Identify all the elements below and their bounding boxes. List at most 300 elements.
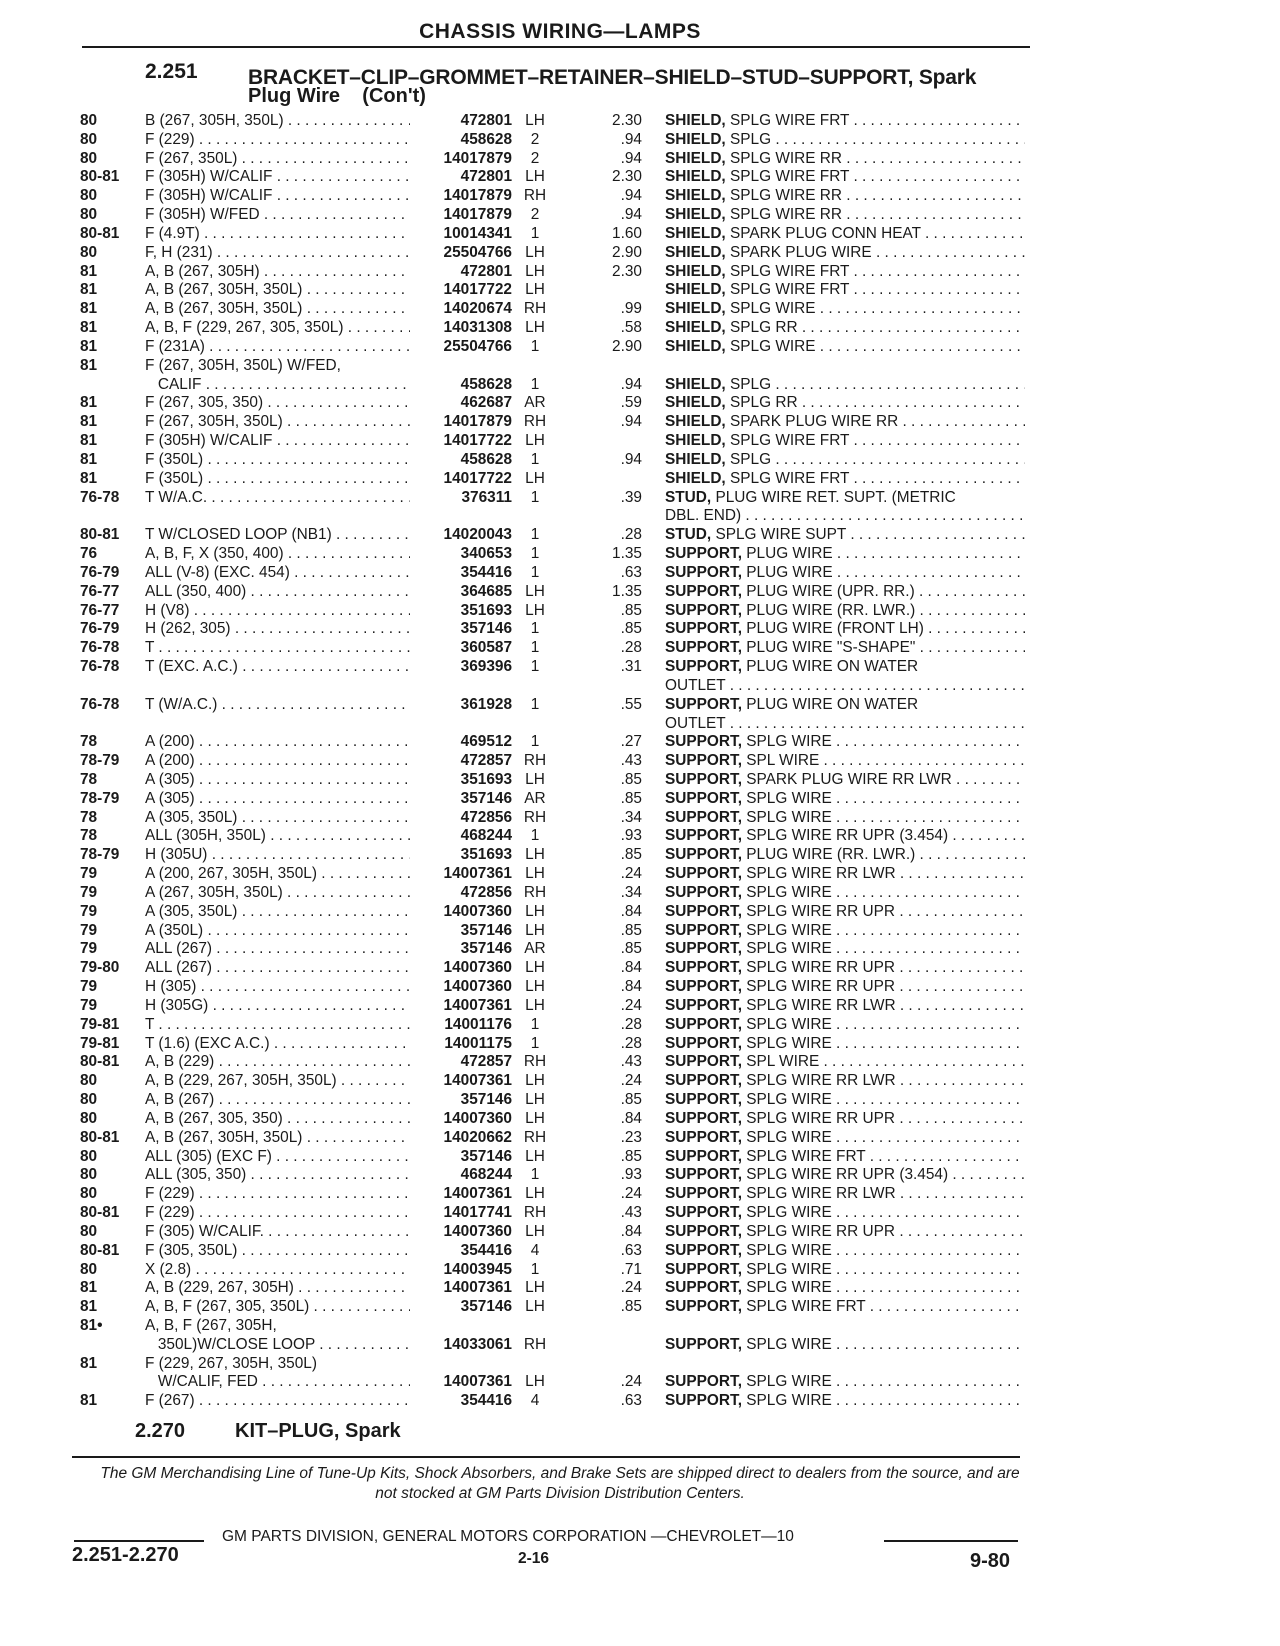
description-text: SPLG WIRE SUPT xyxy=(715,526,847,544)
model-year: 80 xyxy=(80,112,98,129)
description-text: PLUG WIRE ON WATER xyxy=(746,695,919,713)
table-row xyxy=(0,1185,1280,1204)
quantity: 1 xyxy=(530,337,540,355)
part-number: 472857 xyxy=(460,752,512,770)
application: F (229) . . . xyxy=(145,1204,410,1223)
table-row xyxy=(0,884,1280,903)
quantity: LH xyxy=(525,921,545,939)
description-text: SPLG WIRE xyxy=(746,883,832,901)
application: F (229) . . . xyxy=(145,1185,410,1204)
description-text: SPLG RR xyxy=(730,394,798,412)
application: T . . . xyxy=(145,639,410,658)
description-text: PLUG WIRE (RR. LWR.) xyxy=(746,601,916,619)
quantity: LH xyxy=(525,1298,545,1316)
price: .94 xyxy=(620,130,642,148)
application: H (262, 305) . . . xyxy=(145,620,410,639)
price: .43 xyxy=(620,1204,642,1222)
description-keyword: SUPPORT, xyxy=(665,1392,742,1410)
quantity: LH xyxy=(525,846,545,864)
description-keyword: SUPPORT, xyxy=(665,1373,742,1391)
table-row xyxy=(0,1317,1280,1336)
model-year: 81 xyxy=(80,432,98,450)
description-keyword: SHIELD, xyxy=(665,243,726,261)
application: A, B, F, X (350, 400) . . . xyxy=(145,545,410,564)
description xyxy=(665,752,1025,771)
description xyxy=(665,1223,1025,1242)
description-keyword: SUPPORT, xyxy=(665,601,742,619)
description xyxy=(665,1336,1025,1355)
application: 350L)W/CLOSE LOOP . . . xyxy=(145,1336,410,1355)
description-keyword: SUPPORT, xyxy=(665,1053,742,1071)
part-number: 14031308 xyxy=(443,319,512,337)
description-keyword: SUPPORT, xyxy=(665,940,742,958)
table-row xyxy=(0,846,1280,865)
table-row xyxy=(0,564,1280,583)
description-text: SPLG WIRE FRT xyxy=(730,281,850,299)
description-text: SPLG WIRE xyxy=(746,1204,832,1222)
price: .94 xyxy=(620,450,642,468)
quantity: 2 xyxy=(530,149,540,167)
model-year: 76-78 xyxy=(80,488,120,506)
price: .84 xyxy=(620,902,642,920)
table-row xyxy=(0,639,1280,658)
description xyxy=(665,319,1025,338)
description-text: SPLG WIRE FRT xyxy=(730,112,850,129)
model-year: 76-78 xyxy=(80,658,120,676)
part-number: 469512 xyxy=(460,733,512,751)
application: A, B (267, 305H, 350L) . . . xyxy=(145,1129,410,1148)
part-number: 472856 xyxy=(460,883,512,901)
model-year: 80 xyxy=(80,1166,98,1184)
model-year: 76-77 xyxy=(80,582,120,600)
footer-date: 9-80 xyxy=(970,1550,1011,1572)
price: .24 xyxy=(620,865,642,883)
model-year: 80-81 xyxy=(80,224,120,242)
part-number: 14017722 xyxy=(443,469,512,487)
table-row xyxy=(0,1242,1280,1261)
price: .85 xyxy=(620,846,642,864)
part-number: 14003945 xyxy=(443,1260,512,1278)
model-year: 80 xyxy=(80,1222,98,1240)
model-year: 80-81 xyxy=(80,526,120,544)
table-row xyxy=(0,451,1280,470)
part-number: 14017741 xyxy=(443,1204,512,1222)
part-number: 468244 xyxy=(460,827,512,845)
description xyxy=(665,696,1025,715)
description-keyword: SUPPORT, xyxy=(665,1147,742,1165)
part-number: 14001176 xyxy=(444,1015,512,1033)
model-year: 81 xyxy=(80,319,98,337)
part-number: 14017879 xyxy=(443,149,512,167)
quantity: LH xyxy=(525,1373,545,1391)
section-number-2-270: 2.270 xyxy=(135,1420,186,1442)
application: A (350L) . . . xyxy=(145,922,410,941)
price: .28 xyxy=(620,639,642,657)
application: A (200, 267, 305H, 350L) . . . xyxy=(145,865,410,884)
part-number: 364685 xyxy=(460,582,512,600)
description-keyword: SUPPORT, xyxy=(665,996,742,1014)
table-row xyxy=(0,112,1280,131)
part-number: 357146 xyxy=(460,1298,512,1316)
price: .93 xyxy=(620,827,642,845)
description xyxy=(665,1261,1025,1280)
description-text: SPLG xyxy=(730,130,772,148)
model-year: 79-81 xyxy=(80,1034,120,1052)
model-year: 79 xyxy=(80,902,98,920)
description-keyword: SHIELD, xyxy=(665,262,726,280)
description xyxy=(665,940,1025,959)
application: A (305, 350L) . . . xyxy=(145,903,410,922)
description-keyword: SUPPORT, xyxy=(665,545,742,563)
description-text: PLUG WIRE xyxy=(746,563,833,581)
model-year: 80-81 xyxy=(80,1204,120,1222)
description-text: SPLG WIRE RR UPR xyxy=(746,978,896,996)
section-title-continued: Plug Wire (Con't) xyxy=(248,85,426,107)
part-number: 357146 xyxy=(460,940,512,958)
description xyxy=(665,150,1025,169)
table-row xyxy=(0,263,1280,282)
table-row xyxy=(0,1166,1280,1185)
description-text: SPLG WIRE RR UPR (3.454) xyxy=(746,1166,949,1184)
application: F (305H) W/FED . . . xyxy=(145,206,410,225)
price: .63 xyxy=(620,563,642,581)
description xyxy=(665,997,1025,1016)
application: F (267, 305H, 350L) . . . xyxy=(145,413,410,432)
model-year: 78-79 xyxy=(80,752,120,770)
part-number: 14017879 xyxy=(443,187,512,205)
table-row xyxy=(0,545,1280,564)
model-year: 81 xyxy=(80,1298,98,1316)
description xyxy=(665,903,1025,922)
page-title: CHASSIS WIRING—LAMPS xyxy=(419,20,701,43)
part-number: 354416 xyxy=(460,563,512,581)
description-text: SPLG WIRE xyxy=(746,733,832,751)
table-row xyxy=(0,696,1280,715)
part-number: 340653 xyxy=(460,545,512,563)
application: T (W/A.C.) . . . xyxy=(145,696,410,715)
description-text: PLUG WIRE ON WATER xyxy=(746,658,919,676)
description xyxy=(665,489,1025,508)
description xyxy=(665,1035,1025,1054)
price: .85 xyxy=(620,1147,642,1165)
price: .84 xyxy=(620,1109,642,1127)
description xyxy=(665,1072,1025,1091)
description-text: PLUG WIRE xyxy=(746,545,833,563)
application: ALL (267) . . . xyxy=(145,959,410,978)
model-year: 81 xyxy=(80,1279,98,1297)
model-year: 79-81 xyxy=(80,1015,120,1033)
application: A (267, 305H, 350L) . . . xyxy=(145,884,410,903)
description-keyword: SUPPORT, xyxy=(665,1204,742,1222)
application: A, B, F (267, 305H, xyxy=(145,1317,277,1334)
description-text: SPLG WIRE RR LWR xyxy=(746,1185,896,1203)
part-number: 14007360 xyxy=(443,959,512,977)
quantity: LH xyxy=(525,112,545,129)
application: F (305H) W/CALIF . . . xyxy=(145,187,410,206)
application: B (267, 305H, 350L) . . . xyxy=(145,112,410,131)
description-text: SPLG WIRE RR xyxy=(730,149,843,167)
quantity: LH xyxy=(525,319,545,337)
description-keyword: SUPPORT, xyxy=(665,733,742,751)
parts-list xyxy=(0,112,1280,1411)
footer-page-number: 2-16 xyxy=(518,1550,550,1567)
model-year: 79 xyxy=(80,865,98,883)
description xyxy=(665,1148,1025,1167)
application: F (229, 267, 305H, 350L) xyxy=(145,1354,317,1372)
application: W/CALIF, FED . . . xyxy=(145,1373,410,1392)
quantity: AR xyxy=(524,394,546,412)
description-text: SPLG WIRE xyxy=(746,1279,832,1297)
description-keyword: SUPPORT, xyxy=(665,846,742,864)
description xyxy=(665,809,1025,828)
application: H (305U) . . . xyxy=(145,846,410,865)
model-year: 80 xyxy=(80,149,98,167)
description xyxy=(665,865,1025,884)
description-keyword: SHIELD, xyxy=(665,469,726,487)
part-number: 14017879 xyxy=(443,413,512,431)
model-year: 79 xyxy=(80,883,98,901)
price: .28 xyxy=(620,526,642,544)
description xyxy=(665,733,1025,752)
part-number: 25504766 xyxy=(443,337,512,355)
part-number: 458628 xyxy=(460,130,512,148)
description-keyword: SUPPORT, xyxy=(665,789,742,807)
quantity: RH xyxy=(523,1128,547,1146)
description-text: OUTLET xyxy=(665,714,726,732)
quantity: LH xyxy=(525,1222,545,1240)
table-row xyxy=(0,1355,1280,1374)
description-keyword: SHIELD, xyxy=(665,450,726,468)
table-row xyxy=(0,338,1280,357)
description-keyword: SUPPORT, xyxy=(665,639,742,657)
price: .28 xyxy=(620,1015,642,1033)
description-text: SPLG WIRE FRT xyxy=(730,262,850,280)
part-number: 351693 xyxy=(460,770,512,788)
price: .85 xyxy=(620,921,642,939)
model-year: 81 xyxy=(80,1392,98,1410)
table-row xyxy=(0,470,1280,489)
price: .85 xyxy=(620,789,642,807)
description xyxy=(665,1279,1025,1298)
application: A (305) . . . xyxy=(145,790,410,809)
footer-rule xyxy=(72,1456,1020,1458)
quantity: 1 xyxy=(530,488,540,506)
table-row xyxy=(0,319,1280,338)
quantity: 1 xyxy=(530,733,540,751)
description-keyword: SHIELD, xyxy=(665,394,726,412)
model-year: 80 xyxy=(80,130,98,148)
table-row xyxy=(0,526,1280,545)
description xyxy=(665,620,1025,639)
price: .85 xyxy=(620,940,642,958)
price: .63 xyxy=(620,1392,642,1410)
part-number: 14020043 xyxy=(443,526,512,544)
quantity: RH xyxy=(523,808,547,826)
model-year: 78-79 xyxy=(80,789,120,807)
quantity: 2 xyxy=(530,206,540,224)
description xyxy=(665,658,1025,677)
quantity: 1 xyxy=(530,827,540,845)
description xyxy=(665,470,1025,489)
table-row xyxy=(0,620,1280,639)
part-number: 468244 xyxy=(460,1166,512,1184)
description-text: SPLG RR xyxy=(730,319,798,337)
description-keyword: SUPPORT, xyxy=(665,1091,742,1109)
description-text: DBL. END) xyxy=(665,507,742,525)
description-keyword: SUPPORT, xyxy=(665,658,742,676)
description-keyword: SUPPORT, xyxy=(665,582,742,600)
application: A (200) . . . xyxy=(145,752,410,771)
model-year: 79 xyxy=(80,978,98,996)
application: F (267, 305H, 350L) W/FED, xyxy=(145,356,341,374)
description xyxy=(665,959,1025,978)
table-row xyxy=(0,583,1280,602)
part-number: 14007360 xyxy=(443,902,512,920)
description-text: PLUG WIRE RET. SUPT. (METRIC xyxy=(715,488,956,506)
price: .39 xyxy=(620,488,642,506)
description xyxy=(665,827,1025,846)
model-year: 78 xyxy=(80,733,98,751)
price: .31 xyxy=(620,658,642,676)
part-number: 357146 xyxy=(460,620,512,638)
quantity: 1 xyxy=(530,563,540,581)
model-year: 79 xyxy=(80,996,98,1014)
description xyxy=(665,1129,1025,1148)
price: .43 xyxy=(620,1053,642,1071)
description-text: SPLG WIRE xyxy=(746,789,832,807)
table-row xyxy=(0,1110,1280,1129)
quantity: LH xyxy=(525,582,545,600)
description-text: OUTLET xyxy=(665,676,726,694)
quantity: RH xyxy=(523,300,547,318)
description-keyword: SHIELD, xyxy=(665,413,726,431)
table-row xyxy=(0,903,1280,922)
description-text: SPARK PLUG CONN HEAT xyxy=(730,224,921,242)
price: .94 xyxy=(620,187,642,205)
quantity: LH xyxy=(525,770,545,788)
description-text: SPLG WIRE RR LWR xyxy=(746,996,896,1014)
description-keyword: SHIELD, xyxy=(665,130,726,148)
quantity: 1 xyxy=(530,1260,540,1278)
part-number: 357146 xyxy=(460,1091,512,1109)
quantity: 1 xyxy=(530,1034,540,1052)
description-keyword: SUPPORT, xyxy=(665,1015,742,1033)
quantity: 1 xyxy=(530,695,540,713)
part-number: 14017879 xyxy=(443,206,512,224)
quantity: LH xyxy=(525,902,545,920)
description xyxy=(665,639,1025,658)
description-text: SPARK PLUG WIRE RR xyxy=(730,413,899,431)
application: ALL (267) . . . xyxy=(145,940,410,959)
model-year: 76-79 xyxy=(80,563,120,581)
description xyxy=(665,1053,1025,1072)
part-number: 357146 xyxy=(460,789,512,807)
table-row xyxy=(0,1035,1280,1054)
quantity: LH xyxy=(525,601,545,619)
table-row xyxy=(0,187,1280,206)
description xyxy=(665,790,1025,809)
application: F (305H) W/CALIF . . . xyxy=(145,168,410,187)
quantity: AR xyxy=(524,789,546,807)
description-keyword: SUPPORT, xyxy=(665,1166,742,1184)
application: F (350L) . . . xyxy=(145,470,410,489)
part-number: 14007361 xyxy=(443,1279,512,1297)
model-year: 79 xyxy=(80,921,98,939)
description-keyword: SUPPORT, xyxy=(665,865,742,883)
price: 2.30 xyxy=(612,112,642,129)
description-text: SPLG WIRE FRT xyxy=(730,168,850,186)
description-text: SPARK PLUG WIRE RR LWR xyxy=(746,770,952,788)
model-year: 80-81 xyxy=(80,1128,120,1146)
description-text: SPLG WIRE RR LWR xyxy=(746,1072,896,1090)
part-number: 351693 xyxy=(460,846,512,864)
table-row xyxy=(0,507,1280,526)
quantity: RH xyxy=(523,752,547,770)
part-number: 14020662 xyxy=(443,1128,512,1146)
model-year: 76 xyxy=(80,545,98,563)
table-row xyxy=(0,1129,1280,1148)
price: .59 xyxy=(620,394,642,412)
quantity: 1 xyxy=(530,620,540,638)
table-row xyxy=(0,940,1280,959)
description-text: SPLG WIRE FRT xyxy=(730,432,850,450)
model-year: 81 xyxy=(80,356,98,374)
quantity: 1 xyxy=(530,526,540,544)
table-row xyxy=(0,1053,1280,1072)
table-row xyxy=(0,658,1280,677)
model-year: 81 xyxy=(80,1354,98,1372)
price: 2.30 xyxy=(612,262,642,280)
description-text: SPLG WIRE RR UPR xyxy=(746,1109,896,1127)
description xyxy=(665,225,1025,244)
model-year: 81 xyxy=(80,262,98,280)
description-text: SPLG WIRE RR xyxy=(730,206,843,224)
part-number: 357146 xyxy=(460,921,512,939)
description-keyword: SUPPORT, xyxy=(665,959,742,977)
description-keyword: SUPPORT, xyxy=(665,827,742,845)
description xyxy=(665,1392,1025,1411)
description xyxy=(665,1185,1025,1204)
part-number: 10014341 xyxy=(443,224,512,242)
part-number: 14007361 xyxy=(443,996,512,1014)
part-number: 360587 xyxy=(460,639,512,657)
description xyxy=(665,376,1025,395)
price: .34 xyxy=(620,883,642,901)
application: H (V8) . . . xyxy=(145,602,410,621)
application: A, B (229, 267, 305H, 350L) . . . xyxy=(145,1072,410,1091)
description-keyword: SUPPORT, xyxy=(665,752,742,770)
application: A, B, F (229, 267, 305, 350L) . . . xyxy=(145,319,410,338)
table-row xyxy=(0,168,1280,187)
description-keyword: SUPPORT, xyxy=(665,1072,742,1090)
price: 1.35 xyxy=(612,545,642,563)
application: T W/A.C. . . . xyxy=(145,489,410,508)
part-number: 14007361 xyxy=(443,1373,512,1391)
description xyxy=(665,432,1025,451)
description-keyword: SUPPORT, xyxy=(665,1335,742,1353)
part-number: 14007361 xyxy=(443,1185,512,1203)
price: .84 xyxy=(620,959,642,977)
table-row xyxy=(0,790,1280,809)
part-number: 472801 xyxy=(460,112,512,129)
description xyxy=(665,922,1025,941)
description xyxy=(665,507,1025,526)
application: H (305) . . . xyxy=(145,978,410,997)
price: 2.30 xyxy=(612,168,642,186)
table-row xyxy=(0,1204,1280,1223)
description-text: SPLG WIRE FRT xyxy=(746,1147,866,1165)
table-row xyxy=(0,1148,1280,1167)
